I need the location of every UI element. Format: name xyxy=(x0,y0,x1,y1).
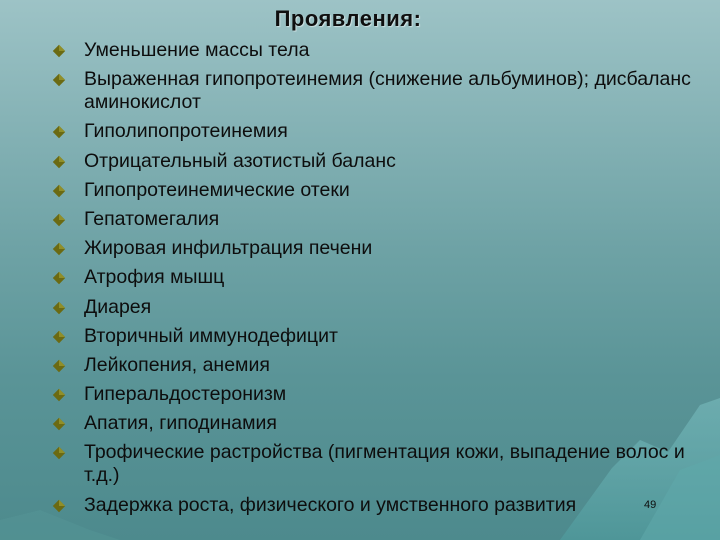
list-item xyxy=(52,208,692,231)
diamond-bullet-icon xyxy=(52,301,66,315)
list-item-text: Трофические растройства (пигментация кожи, выпадение волос и т.д.) xyxy=(84,441,685,487)
diamond-bullet-icon xyxy=(52,155,66,169)
diamond-bullet-icon xyxy=(52,446,66,460)
list-item xyxy=(52,325,692,348)
list-item-text: Жировая инфильтрация печени xyxy=(84,237,373,260)
diamond-bullet-icon xyxy=(52,242,66,256)
diamond-bullet-icon xyxy=(52,417,66,431)
list-item-text: Гепатомегалия xyxy=(84,207,220,230)
bullet-list xyxy=(52,39,692,523)
list-item xyxy=(52,237,692,260)
list-item xyxy=(52,354,692,377)
slide-title: Проявления: xyxy=(274,6,422,31)
diamond-bullet-icon xyxy=(52,271,66,285)
diamond-bullet-icon xyxy=(52,125,66,139)
list-item-text: Отрицательный азотистый баланс xyxy=(84,149,396,172)
diamond-bullet-icon xyxy=(52,330,66,344)
list-item xyxy=(52,296,692,319)
list-item xyxy=(52,179,692,202)
list-item-text: Гиполипопротеинемия xyxy=(84,120,288,143)
list-item-text: Вторичный иммунодефицит xyxy=(84,324,338,347)
diamond-bullet-icon xyxy=(52,44,66,58)
diamond-bullet-icon xyxy=(52,388,66,402)
list-item xyxy=(52,494,692,517)
list-item-text: Задержка роста, физического и умственного развития xyxy=(84,493,577,516)
list-item-text: Уменьшение массы тела xyxy=(84,39,310,61)
diamond-bullet-icon xyxy=(52,359,66,373)
list-item xyxy=(52,441,692,487)
diamond-bullet-icon xyxy=(52,213,66,227)
list-item xyxy=(52,68,692,114)
list-item xyxy=(52,120,692,143)
list-item xyxy=(52,150,692,173)
list-item-text: Выраженная гипопротеинемия (снижение альбуминов); дисбаланс аминокислот xyxy=(84,68,691,114)
diamond-bullet-icon xyxy=(52,499,66,513)
diamond-bullet-icon xyxy=(52,73,66,87)
list-item xyxy=(52,266,692,289)
list-item-text: Гипопротеинемические отеки xyxy=(84,178,350,201)
list-item-text: Диарея xyxy=(84,295,152,318)
list-item xyxy=(52,383,692,406)
page-number: 49 xyxy=(644,499,657,511)
list-item-text: Апатия, гиподинамия xyxy=(84,412,277,435)
list-item xyxy=(52,39,692,62)
diamond-bullet-icon xyxy=(52,184,66,198)
list-item xyxy=(52,412,692,435)
list-item-text: Лейкопения, анемия xyxy=(84,353,270,376)
list-item-text: Атрофия мышц xyxy=(84,266,225,289)
list-item-text: Гиперальдостеронизм xyxy=(84,383,287,406)
